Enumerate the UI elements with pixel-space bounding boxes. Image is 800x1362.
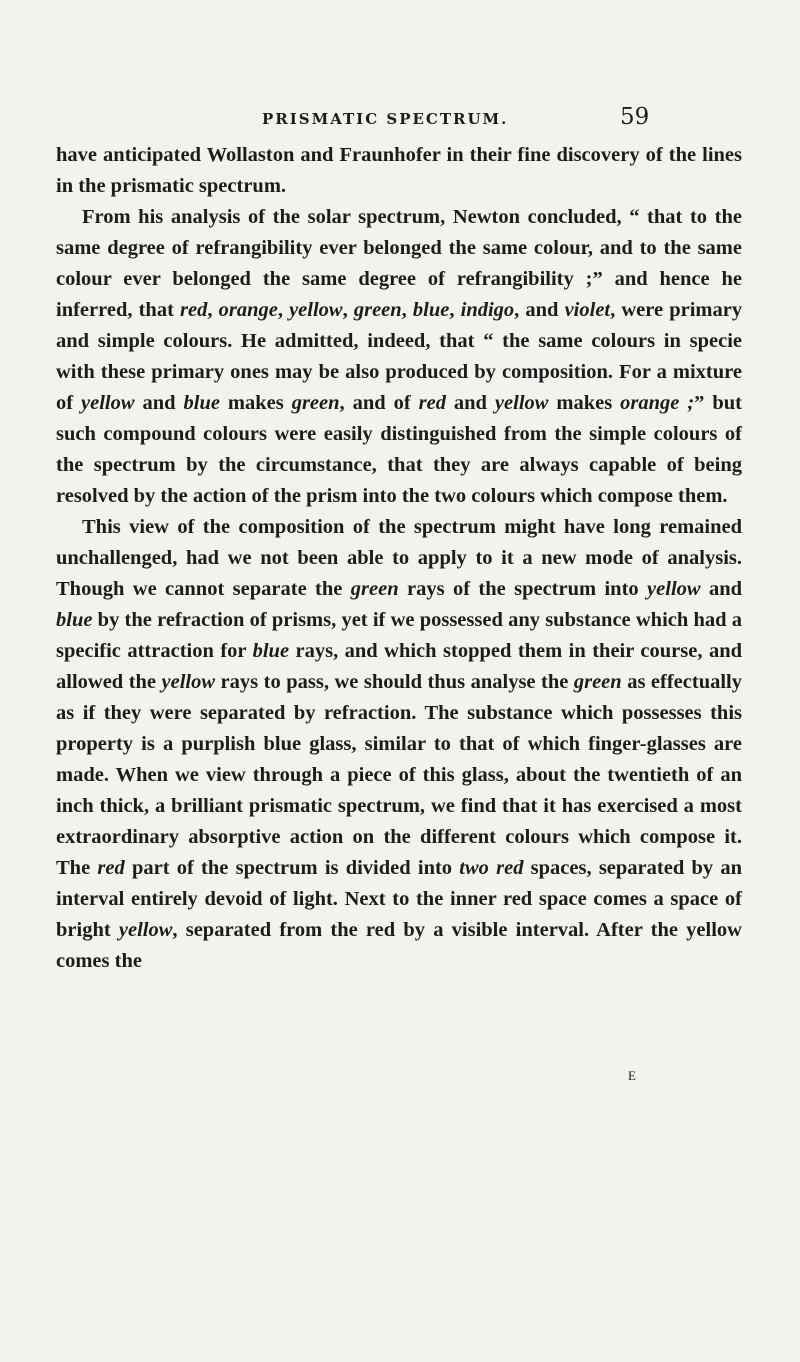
text-run: part of the spectrum is divided into xyxy=(124,857,460,879)
text-run: , separated from the red by a visible interval. After the yellow comes the xyxy=(56,919,742,972)
paragraph-p1 xyxy=(56,140,742,202)
body-text xyxy=(56,140,742,977)
italic-term: blue xyxy=(412,299,450,321)
italic-term: indigo xyxy=(460,299,515,321)
text-run: by the refraction of prisms, yet if we possessed any substance which had a specific attraction for xyxy=(56,609,742,662)
text-run: , were primary and simple colours. He admitted, indeed, that “ the same colours in specie with these primary ones may be also produced by composition. For a mixture of xyxy=(56,299,743,414)
text-run: have anticipated Wollaston and Fraunhofer in their fine discovery of the lines in the prismatic spectrum. xyxy=(56,144,742,197)
text-run: rays, and which stopped them in their course, and allowed the xyxy=(56,640,742,693)
running-head xyxy=(0,104,800,134)
text-run: ” but such compound colours were easily distinguished from the simple colours of the spectrum by the circumstance, that they are always capable of being resolved by the action of the prism into the two colours which compose them. xyxy=(56,392,743,507)
text-run: rays of the spectrum into xyxy=(398,578,648,600)
italic-term: blue xyxy=(56,609,93,631)
italic-term: green xyxy=(350,578,399,600)
text-run: , xyxy=(401,299,413,321)
italic-term: green xyxy=(573,671,622,693)
italic-term: blue xyxy=(252,640,290,662)
italic-term: green xyxy=(353,299,402,321)
text-run: rays to pass, we should thus analyse the xyxy=(215,671,574,693)
italic-term: red xyxy=(180,299,208,321)
paragraph-p3 xyxy=(56,512,742,977)
italic-term: yellow xyxy=(81,392,135,414)
text-run: , xyxy=(207,299,219,321)
page-number: 59 xyxy=(620,104,650,130)
italic-term: red xyxy=(418,392,446,414)
italic-term: blue xyxy=(183,392,220,414)
text-run: , and of xyxy=(339,392,419,414)
italic-term: yellow xyxy=(118,919,173,941)
text-run: and xyxy=(445,392,495,414)
text-run: and xyxy=(700,578,742,600)
text-run: makes xyxy=(548,392,621,414)
italic-term: yellow xyxy=(161,671,216,693)
text-run: , xyxy=(449,299,461,321)
italic-term: violet xyxy=(564,299,611,321)
text-run: From his analysis of the solar spectrum, Newton concluded, “ that to the same degree of refrangibility ever belonged the same colour, and to the same colour ever belonged the same degree of refrangibility ;” and hence he inferred, that xyxy=(56,206,742,321)
italic-term: orange ; xyxy=(620,392,695,414)
paragraph-p2 xyxy=(56,202,742,512)
text-run: , xyxy=(342,299,354,321)
italic-term: orange xyxy=(218,299,278,321)
text-run: , xyxy=(277,299,290,321)
text-run: This view of the composition of the spectrum might have long remained unchallenged, had we not been able to apply to it a new mode of analysis. Though we cannot separate the xyxy=(56,516,742,600)
italic-term: red xyxy=(97,857,125,879)
italic-term: yellow xyxy=(494,392,549,414)
text-run: makes xyxy=(219,392,292,414)
text-run: , and xyxy=(514,299,565,321)
running-title: PRISMATIC SPECTRUM. xyxy=(262,110,509,128)
italic-term: green xyxy=(291,392,340,414)
signature-mark: E xyxy=(628,1068,636,1083)
text-run: as effectually as if they were separated by refraction. The substance which possesses this property is a purplish blue glass, similar to that of which finger-glasses are made. When we view through a piece of this glass, about the twentieth of an inch thick, a brilliant prismatic spectrum, we find that it has exercised a most extraordinary absorptive action on the different colours which compose it. The xyxy=(56,671,742,879)
italic-term: two red xyxy=(459,857,524,879)
text-run: and xyxy=(134,392,184,414)
italic-term: yellow xyxy=(647,578,701,600)
italic-term: yellow xyxy=(289,299,343,321)
text-run: spaces, separated by an interval entirely devoid of light. Next to the inner red space comes a space of bright xyxy=(56,857,742,941)
